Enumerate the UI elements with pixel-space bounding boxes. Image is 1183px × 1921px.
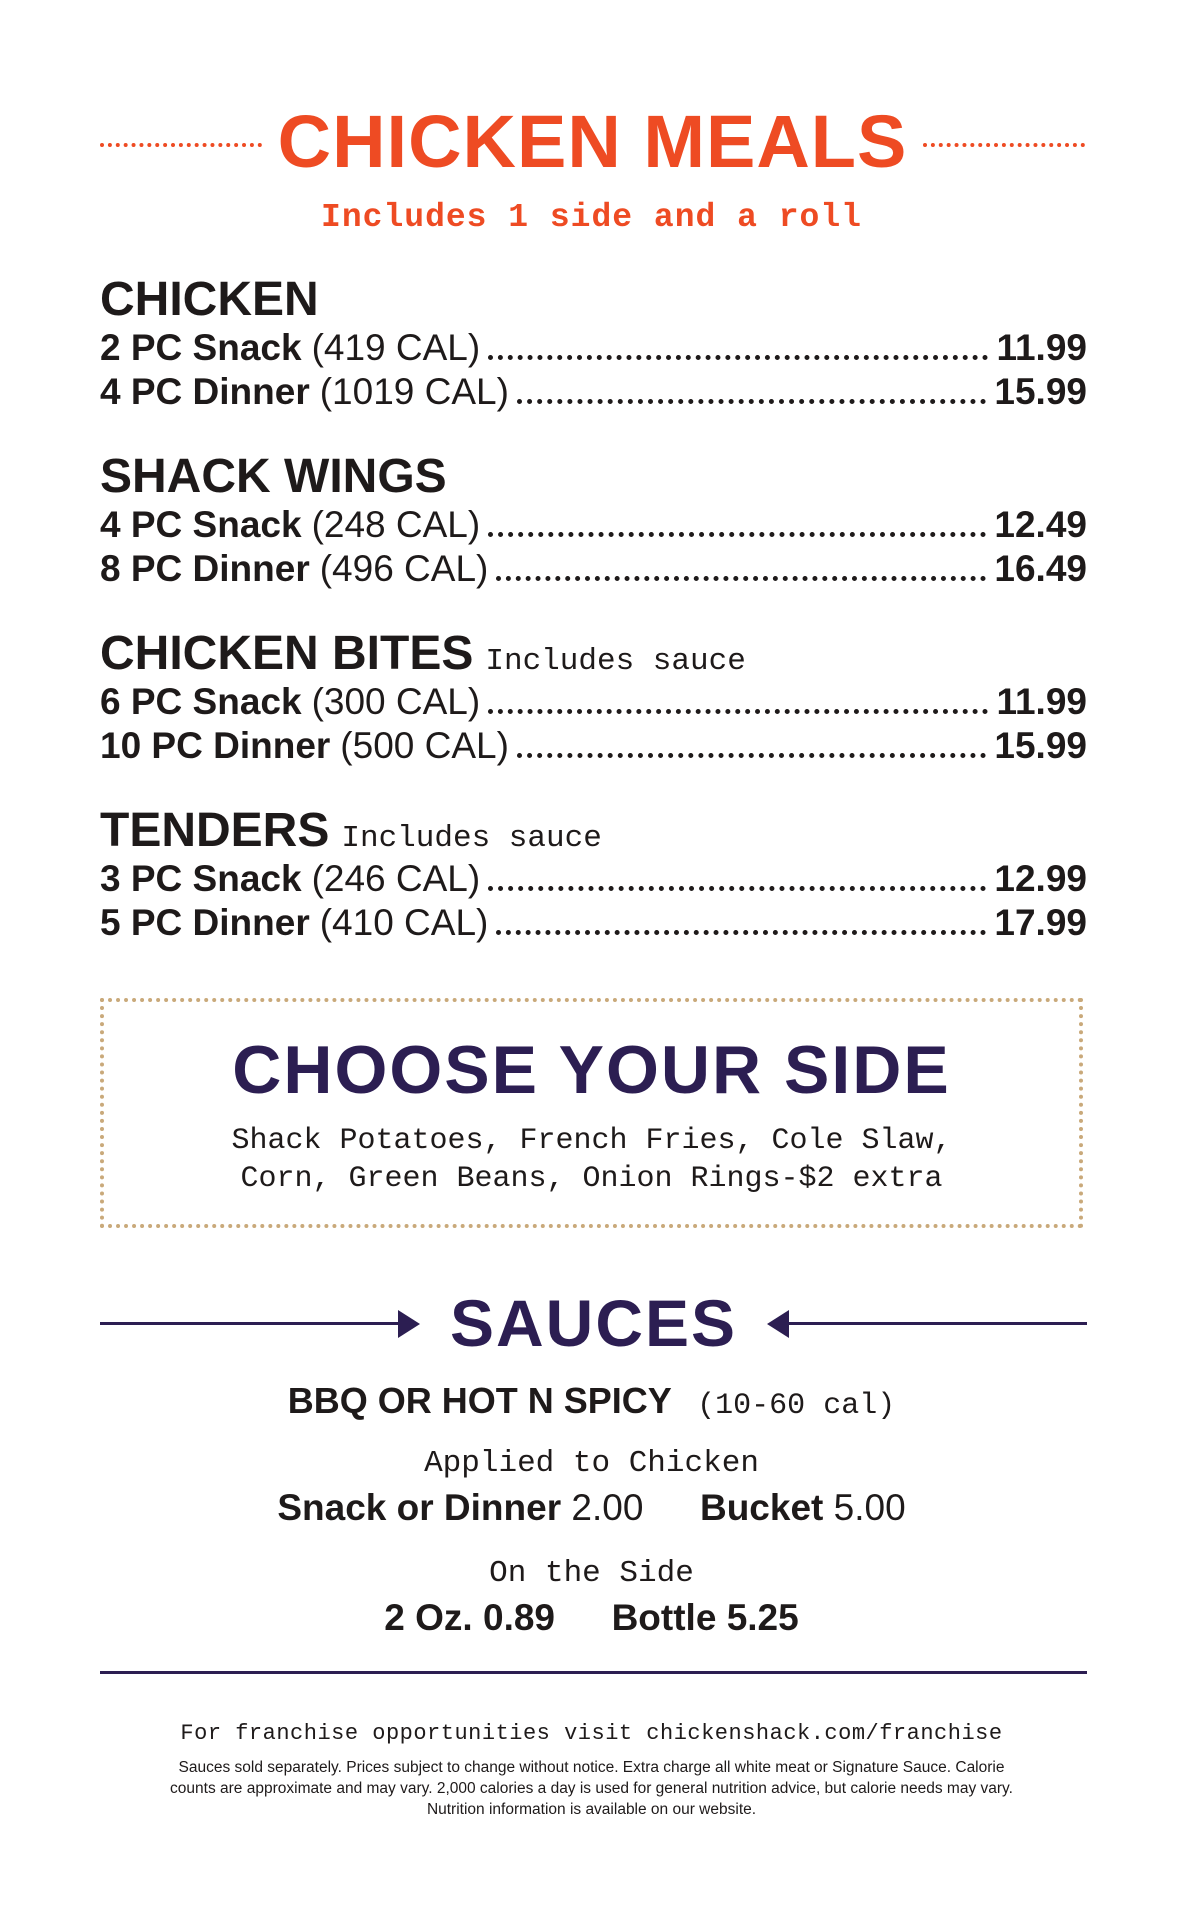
page-subtitle: Includes 1 side and a roll <box>321 199 862 236</box>
disclaimer-line: Sauces sold separately. Prices subject to change without notice. Extra charge all white meat or Signature Sauce. Calorie <box>178 1759 1005 1776</box>
arrow-left-icon <box>771 1322 1087 1325</box>
item-price: 15.99 <box>994 725 1087 766</box>
arrow-right-icon <box>100 1322 416 1325</box>
item-price: 11.99 <box>996 327 1087 368</box>
item-name: 6 PC Snack <box>100 681 302 722</box>
item-price: 11.99 <box>996 681 1087 722</box>
section-header <box>100 274 1087 326</box>
dot-leader <box>488 532 986 537</box>
item-name: 2 PC Snack <box>100 327 302 368</box>
sauces-header <box>100 1288 1087 1358</box>
sauces-title: SAUCES <box>449 1286 738 1360</box>
item-name: 8 PC Dinner <box>100 548 310 589</box>
section-shack-wings <box>100 451 1087 591</box>
dot-leader <box>488 886 986 891</box>
menu-item <box>100 503 1087 547</box>
dot-leader <box>517 753 986 758</box>
header-dots-left <box>100 143 262 147</box>
side-options-line: Shack Potatoes, French Fries, Cole Slaw, <box>231 1124 952 1158</box>
footer-divider <box>100 1671 1087 1674</box>
applied-prices <box>0 1487 1183 1529</box>
disclaimer-line: Nutrition information is available on our website. <box>426 1801 757 1818</box>
dot-leader <box>488 355 988 360</box>
section-title: CHICKEN <box>100 273 319 326</box>
bucket-label: Bucket <box>699 1487 824 1528</box>
item-price: 16.49 <box>994 548 1087 589</box>
section-header <box>100 805 1087 857</box>
disclaimer-line: counts are approximate and may vary. 2,000 calories a day is used for general nutrition advice, but calorie needs may vary. <box>170 1780 1013 1797</box>
item-calories: (300 CAL) <box>311 681 481 722</box>
menu-header <box>100 100 1085 183</box>
dot-leader <box>496 930 986 935</box>
bucket-price: 5.00 <box>833 1487 906 1528</box>
item-name: 10 PC Dinner <box>100 725 331 766</box>
oz-label: 2 Oz. <box>384 1597 473 1638</box>
disclaimer <box>95 1757 1088 1820</box>
sauce-calories: (10-60 cal) <box>697 1389 896 1423</box>
sauce-types <box>0 1380 1183 1423</box>
item-calories: (419 CAL) <box>311 327 481 368</box>
section-title: TENDERS <box>100 804 330 857</box>
side-options-line: Corn, Green Beans, Onion Rings-$2 extra <box>240 1162 943 1196</box>
item-name: 5 PC Dinner <box>100 902 310 943</box>
item-price: 15.99 <box>994 371 1087 412</box>
section-tenders <box>100 805 1087 945</box>
menu-item <box>100 724 1087 768</box>
snack-dinner-price: 2.00 <box>571 1487 644 1528</box>
franchise-note: For franchise opportunities visit chickenshack.com/franchise <box>180 1721 1003 1746</box>
applied-label: Applied to Chicken <box>424 1446 759 1481</box>
item-name: 4 PC Snack <box>100 504 302 545</box>
choose-side-box <box>100 998 1083 1228</box>
section-chicken <box>100 274 1087 414</box>
side-prices <box>0 1597 1183 1639</box>
bottle-price: 5.25 <box>726 1597 799 1638</box>
choose-side-title: CHOOSE YOUR SIDE <box>232 1032 951 1108</box>
side-options <box>104 1122 1079 1198</box>
item-name: 4 PC Dinner <box>100 371 310 412</box>
menu-item <box>100 370 1087 414</box>
section-note: Includes sauce <box>341 821 602 856</box>
menu-item <box>100 326 1087 370</box>
item-calories: (1019 CAL) <box>319 371 509 412</box>
item-calories: (246 CAL) <box>311 858 481 899</box>
section-header <box>100 628 1087 680</box>
dot-leader <box>488 709 988 714</box>
oz-price: 0.89 <box>483 1597 556 1638</box>
item-calories: (496 CAL) <box>319 548 489 589</box>
dot-leader <box>517 399 986 404</box>
item-price: 17.99 <box>994 902 1087 943</box>
section-chicken-bites <box>100 628 1087 768</box>
section-title: CHICKEN BITES <box>100 627 474 680</box>
menu-item <box>100 547 1087 591</box>
menu-item <box>100 901 1087 945</box>
header-dots-right <box>923 143 1085 147</box>
section-note: Includes sauce <box>485 644 746 679</box>
section-header <box>100 451 1087 503</box>
on-side-label: On the Side <box>489 1556 694 1591</box>
item-calories: (410 CAL) <box>319 902 489 943</box>
item-name: 3 PC Snack <box>100 858 302 899</box>
section-title: SHACK WINGS <box>100 450 447 503</box>
menu-item <box>100 857 1087 901</box>
menu-item <box>100 680 1087 724</box>
sauce-flavors: BBQ OR HOT N SPICY <box>287 1380 672 1421</box>
item-calories: (248 CAL) <box>311 504 481 545</box>
page-title: CHICKEN MEALS <box>277 100 908 183</box>
dot-leader <box>496 576 986 581</box>
item-price: 12.49 <box>994 504 1087 545</box>
item-price: 12.99 <box>994 858 1087 899</box>
bottle-label: Bottle <box>611 1597 717 1638</box>
snack-dinner-label: Snack or Dinner <box>277 1487 562 1528</box>
item-calories: (500 CAL) <box>340 725 509 766</box>
